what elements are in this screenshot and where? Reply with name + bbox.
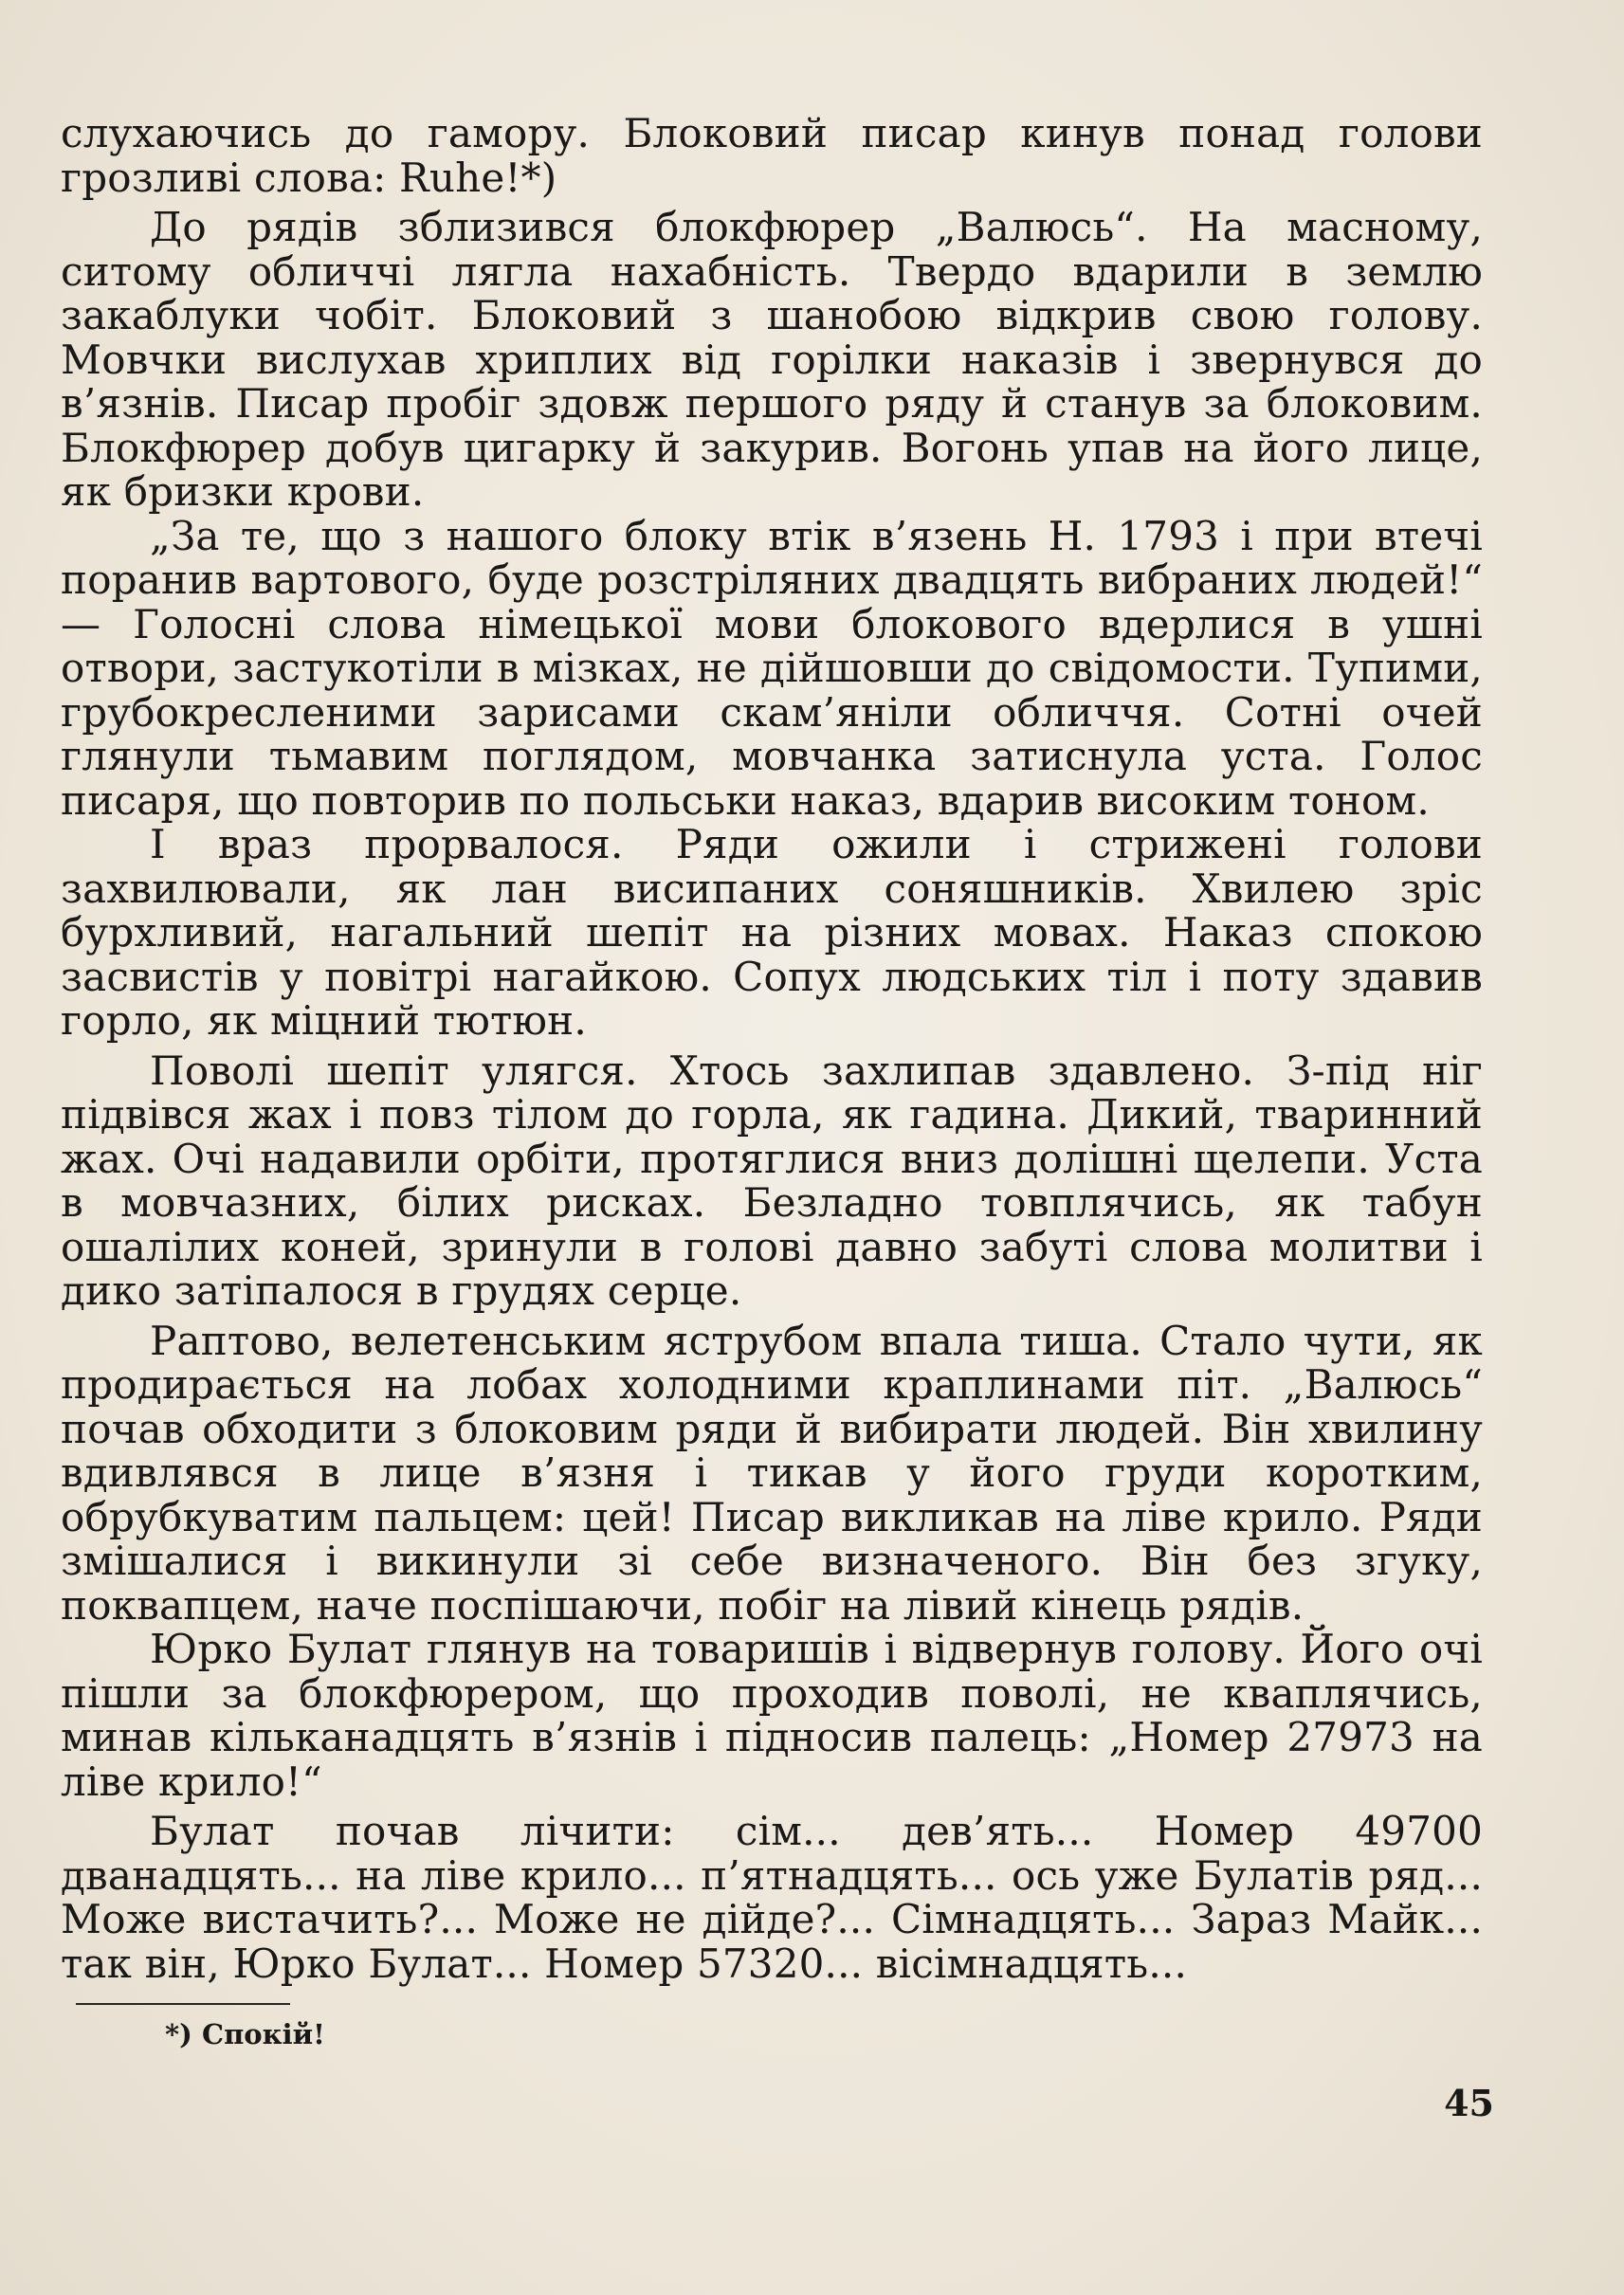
page-number: 45 bbox=[1444, 2082, 1494, 2124]
paragraph: Раптово, велетенським яструбом впала тиша. Стало чути, як продирається на лобах холодними краплинами піт. „Валюсь“ почав обходити з блоковим ряди й вибирати людей. Він хвилину вдивлявся в лице в’язня і тикав у його груди коротким, обрубкуватим пальцем: цей! Писар викликав на ліве крило. Ряди змішалися і викинули зі себе визначеного. Він без згуку, поквапцем, наче поспішаючи, побіг на лівий кінець рядів. bbox=[61, 1317, 1483, 1629]
paragraph: Юрко Булат глянув на товаришів і відвернув голову. Його очі пішли за блокфюрером, що проходив поволі, не кваплячись, минав кільканадцять в’язнів і підносив палець: „Номер 27973 на ліве крило!“ bbox=[61, 1626, 1483, 1805]
footnote-divider bbox=[76, 2003, 290, 2005]
body-text bbox=[61, 112, 1483, 1986]
paragraph: Поволі шепіт улягся. Хтось захлипав здавлено. З-під ніг підвівся жах і повз тілом до горла, як гадина. Дикий, тваринний жах. Очі надавили орбіти, протяглися вниз долішні щелепи. Уста в мовчазних, білих рисках. Безладно товплячись, як табун ошалілих коней, зринули в голові давно забуті слова молитви і дико затіпалося в грудях серце. bbox=[61, 1047, 1483, 1314]
paragraph: До рядів зблизився блокфюрер „Валюсь“. На масному, ситому обличчі лягла нахабність. Твердо вдарили в землю закаблуки чобіт. Блоковий з шанобою відкрив свою голову. Мовчки вислухав хриплих від горілки наказів і звернувся до в’язнів. Писар пробіг здовж першого ряду й станув за блоковим. Блокфюрер добув цигарку й закурив. Вогонь упав на його лице, як бризки крови. bbox=[61, 204, 1483, 515]
paragraph: слухаючись до гамору. Блоковий писар кинув понад голови грозливі слова: Ruhe!*) bbox=[61, 110, 1483, 201]
paragraph: І враз прорвалося. Ряди ожили і стрижені голови захвилювали, як лан висипаних соняшників. Хвилею зріс бурхливий, нагальний шепіт на різних мовах. Наказ спокою засвистів у повітрі нагайкою. Сопух людських тіл і поту здавив горло, як міцний тютюн. bbox=[61, 821, 1483, 1044]
paragraph: Булат почав лічити: сім... дев’ять... Номер 49700 дванадцять... на ліве крило... п’ятнадцять... ось уже Булатів ряд... Може вистачить?... Може не дійде?... Сімнадцять... Зараз Майк... так він, Юрко Булат... Номер 57320... вісімнадцять... bbox=[61, 1808, 1483, 1987]
paragraph: „За те, що з нашого блоку втік в’язень Н. 1793 і при втечі поранив вартового, буде розстріляних двадцять вибраних людей!“ — Голосні слова німецької мови блокового вдерлися в ушні отвори, застукотіли в мізках, не дійшовши до свідомости. Тупими, грубокресленими зарисами скам’яніли обличчя. Сотні очей глянули тьмавим поглядом, мовчанка затиснула уста. Голос писаря, що повторив по польськи наказ, вдарив високим тоном. bbox=[61, 512, 1483, 824]
footnote: *) Спокій! bbox=[165, 2018, 325, 2050]
